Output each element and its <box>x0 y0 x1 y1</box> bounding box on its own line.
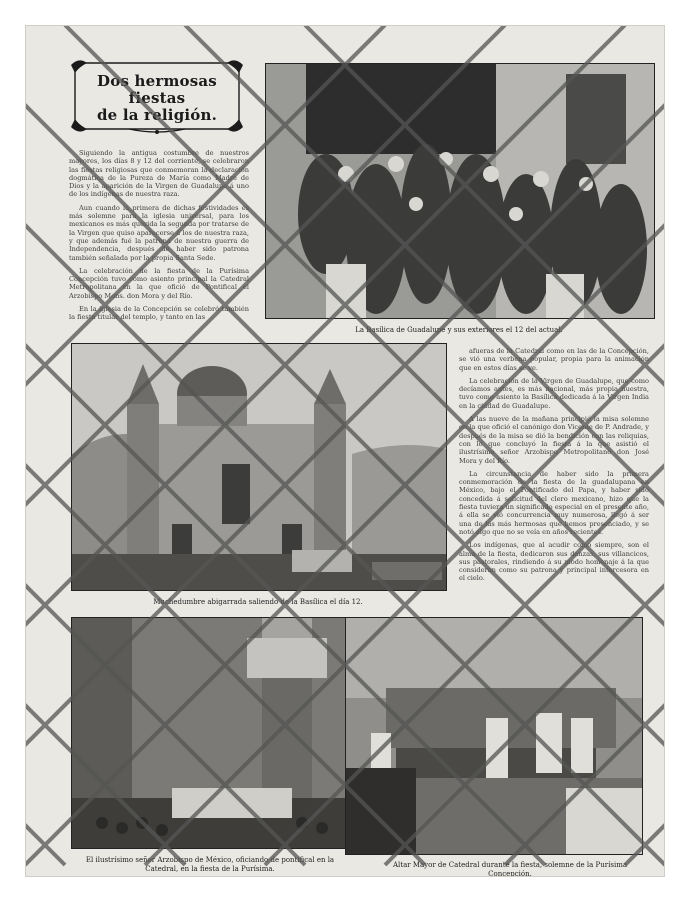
title-line-1: Dos hermosas fiestas <box>97 72 217 107</box>
basilica-crowd-photo <box>265 63 655 319</box>
caption-top-right: La Basílica de Guadalupe y sus exteriores el 12 del actual. <box>355 326 563 334</box>
basilica-image-icon <box>72 344 446 590</box>
title-frame <box>69 55 245 137</box>
altar-ceremony-icon <box>346 618 642 854</box>
paragraph: Aun cuando la primera de dichas festividades es más solemne para la iglesia universal, para los mexicanos es más querida la segunda por tratarse de la Virgen que quiso aparecerse á los de nuestra raza, y que además fué la patrona de nuestra guerra de Independencia, después de haber sido patrona también señalada por la propia Santa Sede. <box>69 203 249 262</box>
cathedral-interior-icon <box>72 618 346 848</box>
altar-photo <box>345 617 643 855</box>
paragraph: En la iglesia de la Concepción se celebró también la fiesta titular del templo, y tanto en las <box>69 305 249 322</box>
caption-middle: Muchedumbre abigarrada saliendo de la Basílica el día 12. <box>153 598 363 606</box>
article-column-right <box>459 347 649 588</box>
paragraph: Siguiendo la antigua costumbre de nuestros mayores, los días 8 y 12 del corriente, se celebraron las fiestas religiosas que conmemoran la declaración dogmática de la Pureza de María como Madre de Dios y la aparición de la Virgen de Guadalupe á uno de los indígenas de nuestra raza. <box>69 149 249 199</box>
paragraph: La circunstancia de haber sido la primera conmemoración de la fiesta de la guadalupana en México, bajo el Pontificado del Papa, y haber sido concedida á solicitud del clero mexicano, hizo que la fiesta tuviera un significado especial en el presente año, á ella se vió concurrencia muy numerosa, llegó á ser una de las más hermosas que hemos presenciado, y se notó algo que no se veía en años recientes. <box>459 469 649 536</box>
paragraph: La celebración de la fiesta de la Purísima Concepción tuvo como asiento principal la Catedral Metropolitana en la que ofició de Pontifical el Arzobispo Mons. don Mora y del Río. <box>69 266 249 300</box>
article-column-left <box>69 149 249 327</box>
paragraph: afueras de la Catedral como en las de la Concepción, se vió una verbena popular, propia para la animación que en estos días se ve. <box>459 347 649 372</box>
paragraph: A las nueve de la mañana principió la misa solemne en la que ofició el canónigo don Vicente de P. Andrade, y después de la misa se dió la bendición con las reliquias, con lo que concluyó la fiesta á la que asistió el ilustrísimo señor Arzobispo Metropolitano don José Mora y del Río. <box>459 415 649 465</box>
crowd-image-icon <box>266 64 654 318</box>
paragraph: La celebración de la Virgen de Guadalupe, que como decíamos antes, es más nacional, más propia nuestra, tuvo como asiento la Basílica dedicada á la Virgen India en la ciudad de Guadalupe. <box>459 376 649 410</box>
caption-bottom-left: El ilustrísimo señor Arzobispo de México, oficiando de pontifical en la Catedral, en la fiesta de la Purísima. <box>85 856 335 873</box>
title-line-2: de la religión. <box>96 106 218 124</box>
magazine-page <box>25 25 665 877</box>
archbishop-photo <box>71 617 347 849</box>
basilica-facade-photo <box>71 343 447 591</box>
article-title <box>87 73 227 124</box>
caption-bottom-right: Altar Mayor de Catedral durante la fiesta, solemne de la Purísima Concepción. <box>392 861 628 877</box>
paragraph: Los indígenas, que al acudir como siempre, son el alma de la fiesta, dedicaron sus danzas, sus villancicos, sus pastorales, rindiendo á su modo homenaje á la que consideran como su patrona y principal intercesora en el cielo. <box>459 541 649 583</box>
